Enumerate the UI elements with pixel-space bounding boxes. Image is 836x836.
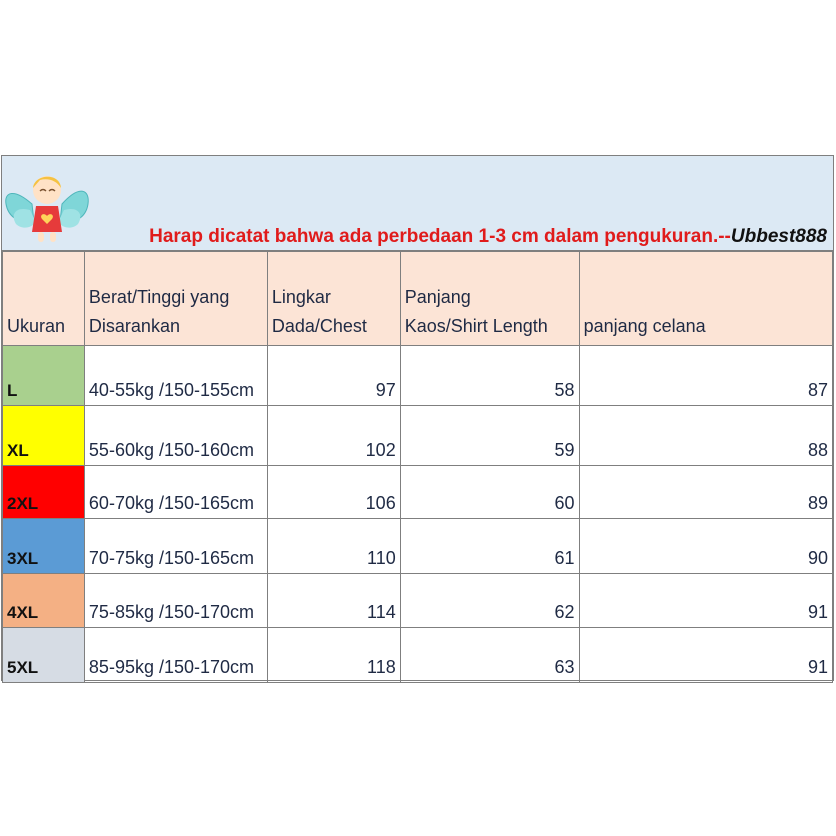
recommend-cell: 70-75kg /150-165cm [84, 519, 267, 574]
size-cell: L [3, 346, 85, 406]
pants-length-cell: 87 [579, 346, 832, 406]
recommend-cell: 55-60kg /150-160cm [84, 406, 267, 466]
banner [2, 156, 833, 251]
recommend-cell: 60-70kg /150-165cm [84, 466, 267, 519]
recommend-cell: 85-95kg /150-170cm [84, 628, 267, 683]
chest-cell: 114 [267, 574, 400, 628]
size-chart-sheet [1, 155, 834, 681]
pants-length-cell: 88 [579, 406, 832, 466]
measurement-notice [149, 226, 827, 248]
header-row [3, 252, 833, 346]
shirt-length-cell: 63 [400, 628, 579, 683]
notice-text: Harap dicatat bahwa ada perbedaan 1-3 cm dalam pengukuran.-- [149, 226, 731, 247]
size-cell: 3XL [3, 519, 85, 574]
shirt-length-cell: 59 [400, 406, 579, 466]
table-row [3, 628, 833, 683]
chest-cell: 102 [267, 406, 400, 466]
header-size: Ukuran [3, 252, 85, 346]
chest-cell: 97 [267, 346, 400, 406]
recommend-cell: 75-85kg /150-170cm [84, 574, 267, 628]
header-chest: Lingkar Dada/Chest [267, 252, 400, 346]
pants-length-cell: 91 [579, 628, 832, 683]
table-row [3, 346, 833, 406]
recommend-cell: 40-55kg /150-155cm [84, 346, 267, 406]
pants-length-cell: 90 [579, 519, 832, 574]
angel-mascot-icon [4, 166, 90, 246]
pants-length-cell: 91 [579, 574, 832, 628]
shirt-length-cell: 58 [400, 346, 579, 406]
table-row [3, 574, 833, 628]
size-cell: 5XL [3, 628, 85, 683]
header-shirt-length: Panjang Kaos/Shirt Length [400, 252, 579, 346]
table-row [3, 519, 833, 574]
table-row [3, 406, 833, 466]
chest-cell: 118 [267, 628, 400, 683]
brand-name: Ubbest888 [730, 226, 827, 247]
size-cell: 2XL [3, 466, 85, 519]
pants-length-cell: 89 [579, 466, 832, 519]
table-row [3, 466, 833, 519]
header-recommendation: Berat/Tinggi yang Disarankan [84, 252, 267, 346]
size-table [2, 251, 833, 683]
shirt-length-cell: 60 [400, 466, 579, 519]
size-cell: XL [3, 406, 85, 466]
shirt-length-cell: 61 [400, 519, 579, 574]
header-pants-length: panjang celana [579, 252, 832, 346]
size-cell: 4XL [3, 574, 85, 628]
chest-cell: 106 [267, 466, 400, 519]
chest-cell: 110 [267, 519, 400, 574]
shirt-length-cell: 62 [400, 574, 579, 628]
